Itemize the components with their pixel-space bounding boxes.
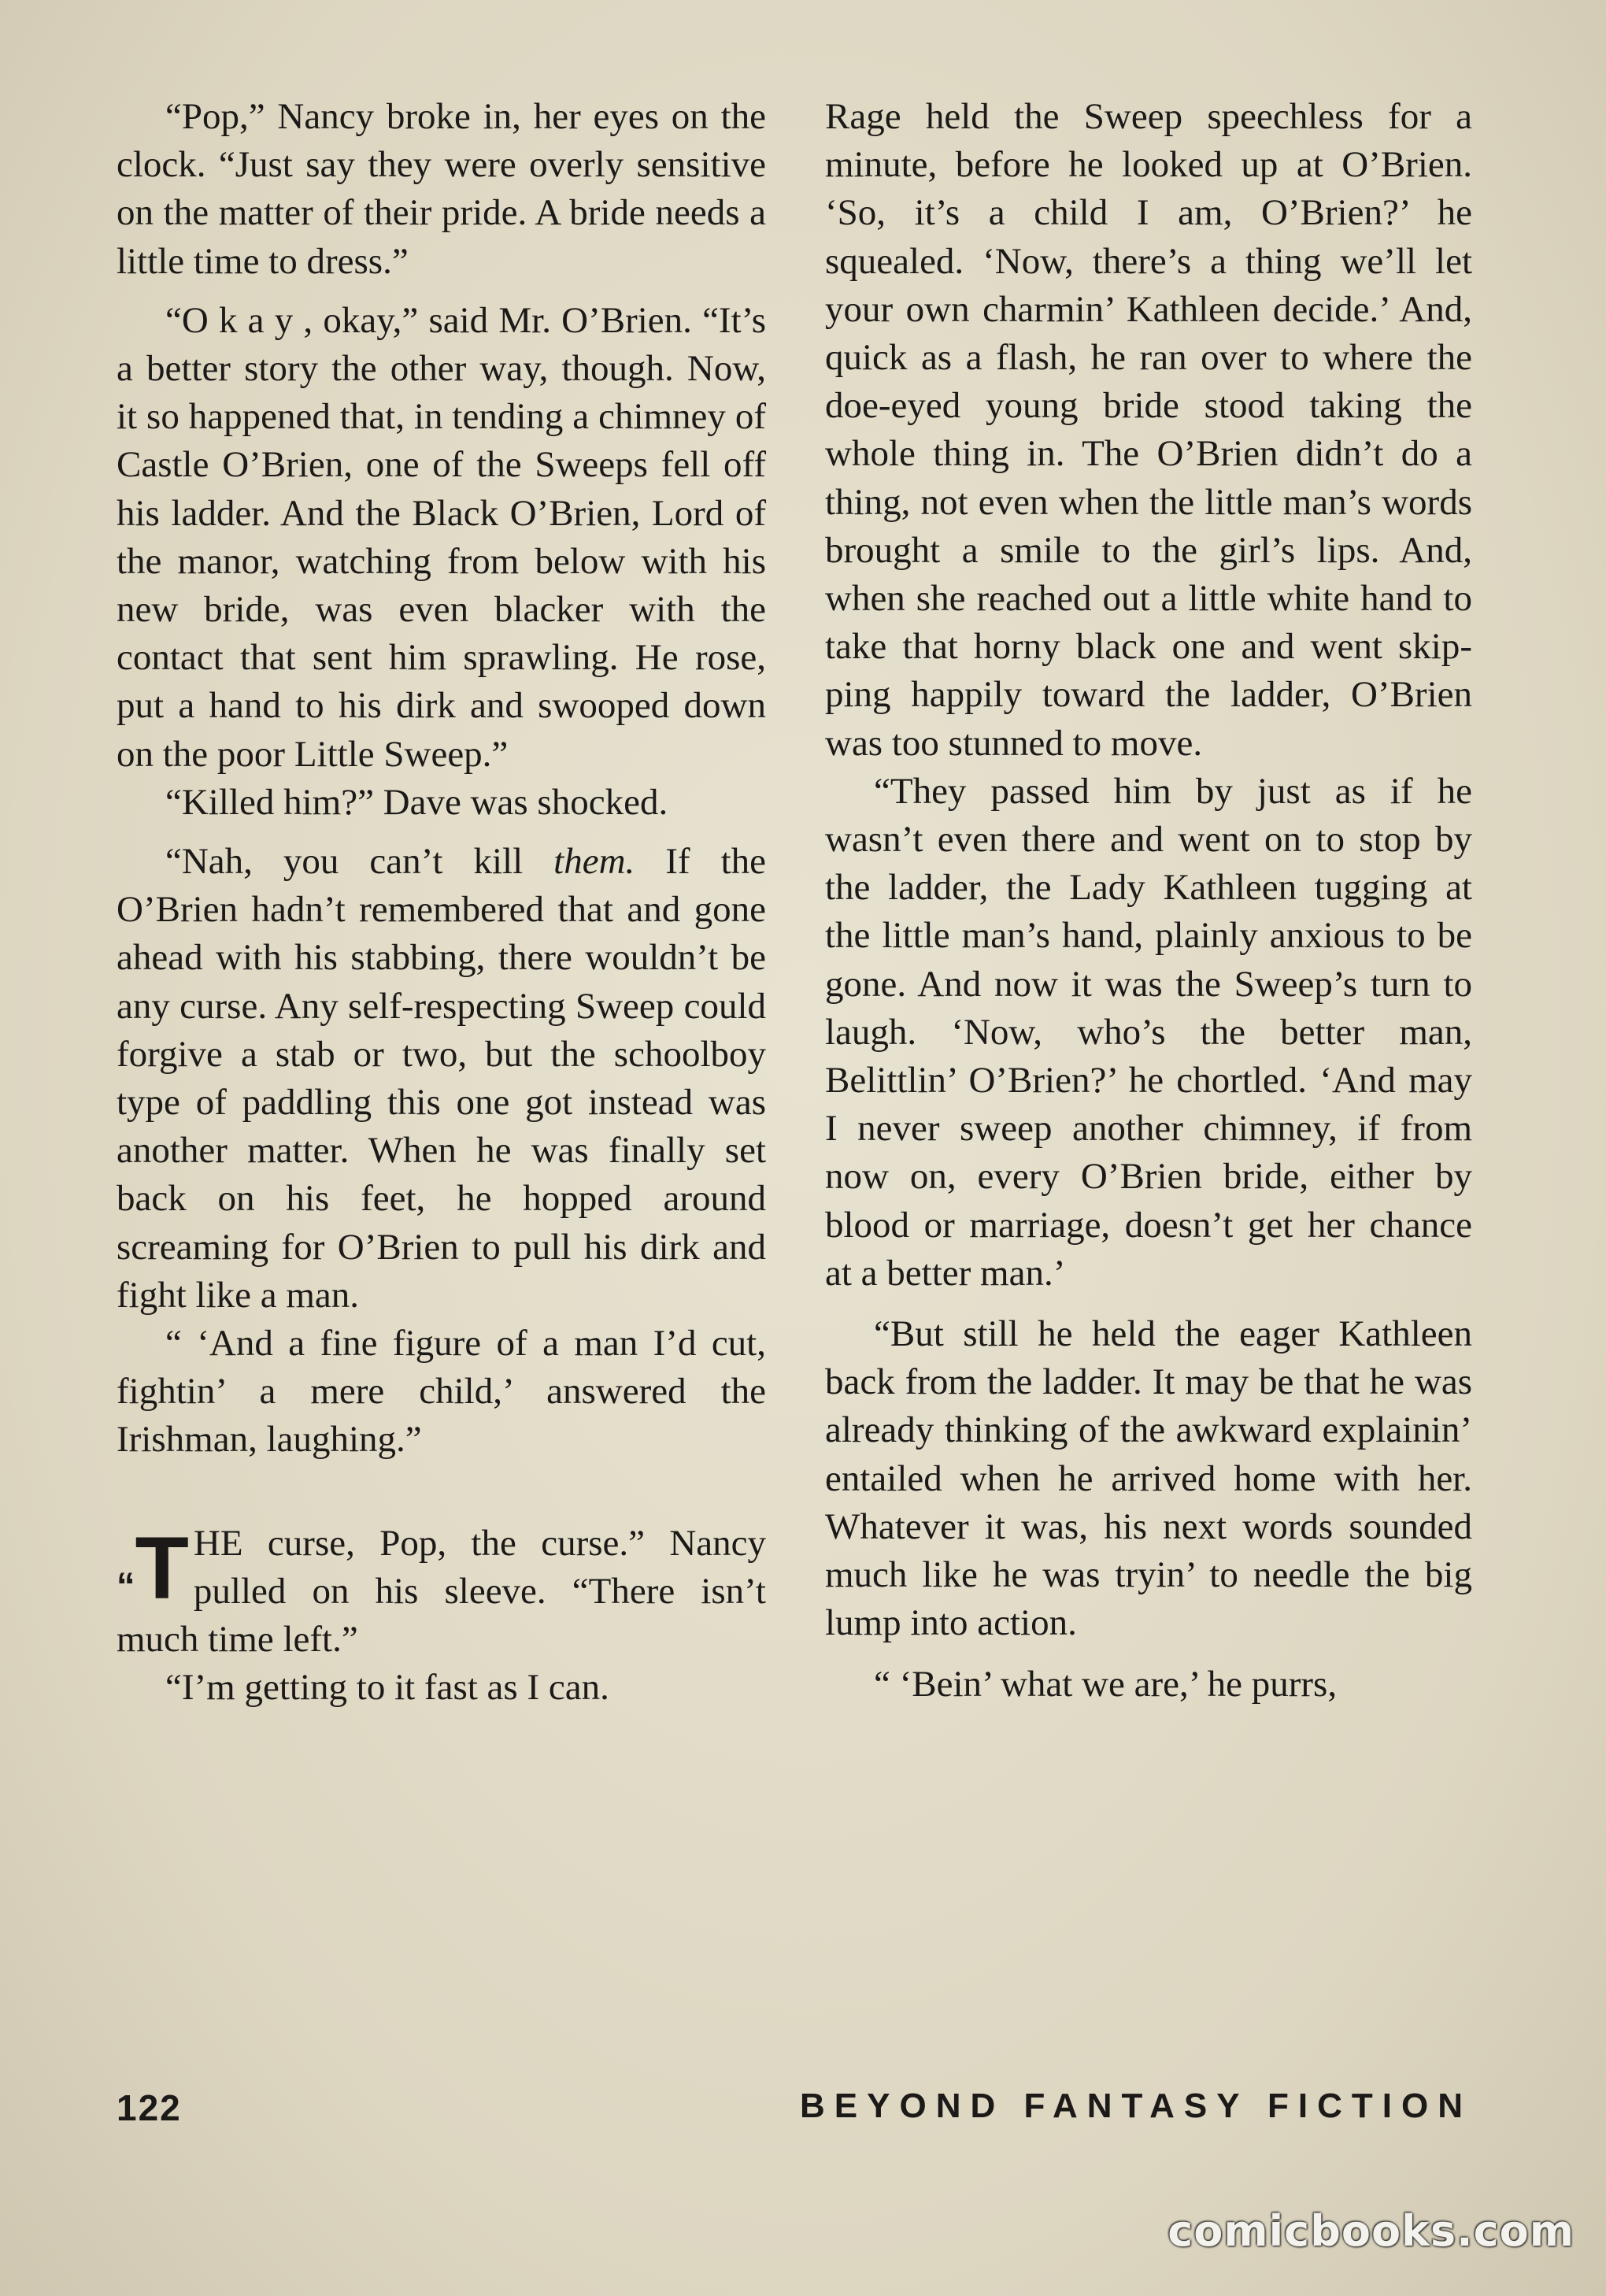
paragraph: “Pop,” Nancy broke in, her eyes on the clock. “Just say they were overly sensitive on the matter of their pride. A bride needs a little time to dress.” <box>117 96 766 282</box>
emphasis-text: them. <box>553 841 635 883</box>
left-text-column <box>117 93 766 1713</box>
paragraph: Rage held the Sweep speechless for a minute, before he looked up at O’Brien. ‘So, it’s a child I am, O’Brien?’ he squealed. ‘Now, there’s a thing we’ll let your own charmin’ Kathleen decide.’ And, quick as a flash, he ran over to where the doe-eyed young bride stood taking the whole thing in. The O’Brien didn’t do a thing, not even when the little man’s words brought a smile to the girl’s lips. And, when she reached out a little white hand to take that horny black one and went skipping happily toward the ladder, O’Brien was too stunned to move. <box>825 96 1472 764</box>
paragraph-text: HE curse, Pop, the curse.” Nancy pulled on his sleeve. “There isn’t much time left.” <box>117 1522 766 1661</box>
paragraph: “They passed him by just as if he wasn’t even there and went on to stop by the ladder, the Lady Kathleen tugging at the little man’s hand, plainly anxious to be gone. And now it was the Sweep’s turn to laugh. ‘Now, who’s the better man, Belittlin’ O’Brien?’ he chortled. ‘And may I never sweep another chimney, if from now on, every O’Brien bride, either by blood or marriage, doesn’t get her chance at a better man.’ <box>825 770 1472 1294</box>
drop-cap <box>117 1518 189 1617</box>
watermark-logo: comicbooks.com <box>1167 2206 1575 2256</box>
section-opening-paragraph <box>117 1520 766 1665</box>
page-number: 122 <box>117 2087 182 2128</box>
right-text-column <box>825 93 1472 1709</box>
paragraph-text: If the O’Brien hadn’t remembered that and gone ahead with his stabbing, there wouldn’t be any curse. Any self-respecting Sweep could forgive a stab or two, but the schoolboy type of paddling this one got instead was another matter. When he was finally set back on his feet, he hopped around screaming for O’Brien to pull his dirk and fight like a man. <box>117 841 766 1316</box>
paragraph: “O k a y , okay,” said Mr. O’Brien. “It’s a better story the other way, though. Now, it so happened that, in tending a chimney of Castle O’Brien, one of the Sweeps fell off his ladder. And the Black O’Brien, Lord of the manor, watching from below with his new bride, was even blacker with the contact that sent him sprawling. He rose, put a hand to his dirk and swooped down on the poor Little Sweep.” <box>117 299 766 775</box>
paragraph: “But still he held the eager Kathleen back from the ladder. It may be that he was already thinking of the awkward explainin’ entailed when he arrived home with her. Whatever it was, his next words sounded much like he was tryin’ to needle the big lump into action. <box>825 1313 1472 1644</box>
paragraph: “I’m getting to it fast as I can. <box>165 1667 609 1709</box>
drop-cap-quote: “ <box>117 1564 135 1606</box>
magazine-title: BEYOND FANTASY FICTION <box>800 2087 1472 2125</box>
paragraph-text: “Nah, you can’t kill <box>165 841 554 883</box>
paragraph: “ ‘And a fine figure of a man I’d cut, fightin’ a mere child,’ answered the Irishman, laughing.” <box>117 1323 766 1461</box>
paragraph: “Killed him?” Dave was shocked. <box>165 781 668 823</box>
paragraph: “ ‘Bein’ what we are,’ he purrs, <box>874 1663 1338 1705</box>
drop-cap-letter: T <box>135 1518 189 1617</box>
paragraph <box>117 838 766 1320</box>
